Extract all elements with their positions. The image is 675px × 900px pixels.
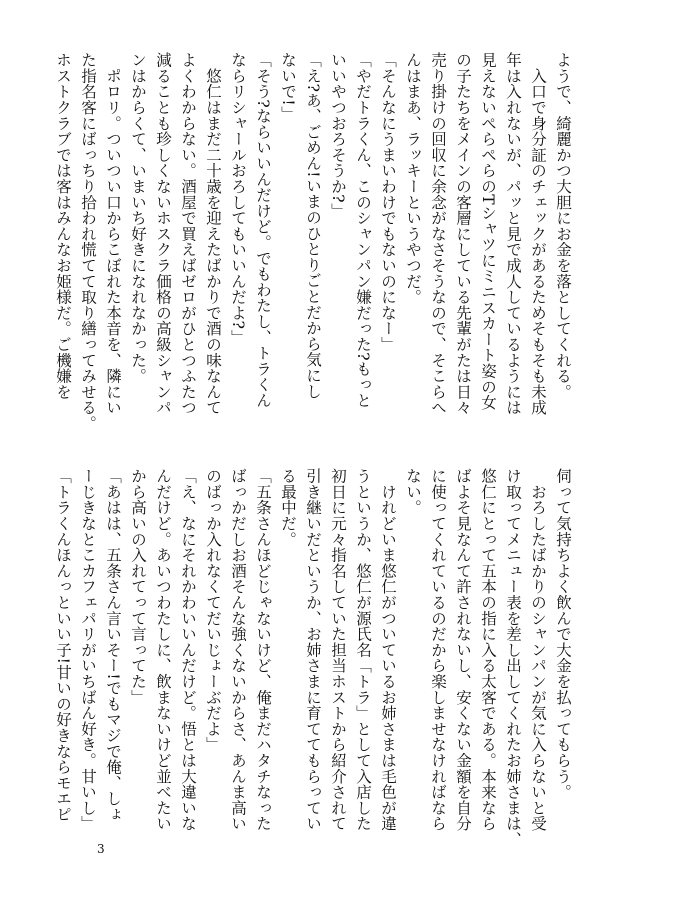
upper-text-column: た指名客にばっちり拾われ慌てて取り繕ってみせる。: [79, 52, 97, 432]
lower-text-column: ーじきなとこカフェパリがいちばん好き。甘いし」: [79, 468, 97, 832]
lower-text-column: けれどいま悠仁がついているお姉さまは毛色が違: [379, 468, 397, 832]
lower-text-column: け取ってメニュー表を差し出してくれたお姉さまは、: [504, 468, 522, 848]
lower-text-column: から高いの入れてって言ってた」: [129, 468, 147, 705]
upper-text-column: の子たちをメインの客層にしている先輩がたは日々: [454, 52, 472, 416]
upper-text-column: 悠仁はまだ二十歳を迎えたばかりで酒の味なんて: [204, 52, 222, 416]
upper-text-column: いいやつおろそうか?」: [329, 52, 347, 219]
lower-text-column: おろしたばかりのシャンパンが気に入らないと受: [529, 468, 547, 832]
lower-text-column: 「五条さんほどじゃないけど、俺まだハタチなった: [254, 468, 272, 832]
upper-text-column: ようで、綺麗かつ大胆にお金を落としてくれる。: [554, 52, 572, 400]
lower-text-column: に使ってくれているのだから楽しませなければなら: [429, 468, 447, 832]
lower-text-column: 「トラくんほんっといい子!甘いの好きならモエピ: [54, 468, 72, 823]
lower-text-column: ばっかだしお酒そんな強くないからさ、あんま高い: [229, 468, 247, 832]
lower-text-column: 悠仁にとって五本の指に入る太客である。本来なら: [479, 468, 497, 832]
upper-text-column: 「そう?ならいいんだけど。でもわたし、トラくん: [254, 52, 272, 409]
lower-text-column: うというか、悠仁が源氏名「トラ」として入店した: [354, 468, 372, 832]
upper-text-column: ンはからくて、いまいち好きになれなかった。: [129, 52, 147, 384]
upper-text-column: 見えないぺらぺらのTシャツにミニスカート姿の女: [479, 52, 497, 411]
lower-text-column: る最中だ。: [279, 468, 297, 547]
lower-text-column: ない。: [404, 468, 422, 516]
lower-text-column: 初日に元々指名していた担当ホストから紹介されて: [329, 468, 347, 832]
upper-text-column: 減ることも珍しくないホスクラ価格の高級シャンパ: [154, 52, 172, 416]
upper-text-column: ないで!」: [279, 52, 297, 122]
lower-text-column: 伺って気持ちよく飲んで大金を払ってもらう。: [554, 468, 572, 800]
upper-text-column: 「え?あ、ごめん!いまのひとりごとだから気にし: [304, 52, 322, 399]
upper-text-column: んはまあ、ラッキーというやつだ。: [404, 52, 422, 305]
lower-text-column: 引き継いだというか、お姉さまに育ててもらってい: [304, 468, 322, 832]
upper-text-column: よくわからない。酒屋で買えばゼロがひとつふたつ: [179, 52, 197, 416]
upper-text-column: ポロリ。ついつい口からこぼれた本音を、隣にい: [104, 52, 122, 416]
lower-text-column: んだけど。あいつわたしに、飲まないけど並べたい: [154, 468, 172, 832]
upper-text-column: 入口で身分証のチェックがあるためそもそも未成: [529, 52, 547, 416]
upper-text-block: [54, 52, 575, 432]
page-number: 3: [97, 842, 105, 856]
lower-text-column: 「あはは、五条さん言いそー!でもマジで俺、しょ: [104, 468, 122, 823]
upper-text-column: 売り掛けの回収に余念がなさそうなので、そこらへ: [429, 52, 447, 416]
lower-text-column: ばよそ見なんて許されないし、安くない金額を自分: [454, 468, 472, 832]
upper-text-column: 「やだトラくん、このシャンパン嫌だった?もっと: [354, 52, 372, 409]
lower-text-column: 「え、なにそれかわいいんだけど。悟とは大違いな: [179, 468, 197, 832]
upper-text-column: 年は入れないが、パッと見で成人しているようには: [504, 52, 522, 416]
lower-text-block: [54, 468, 575, 848]
upper-text-column: ホストクラブでは客はみんなお姫様だ。ご機嫌を: [54, 52, 72, 400]
upper-text-column: ならリシャールおろしてもいいんだよ?」: [229, 52, 247, 346]
lower-text-column: のばっか入れなくてだいじょーぶだよ」: [204, 468, 222, 753]
upper-text-column: 「そんなにうまいわけでもないのになー」: [379, 52, 397, 353]
